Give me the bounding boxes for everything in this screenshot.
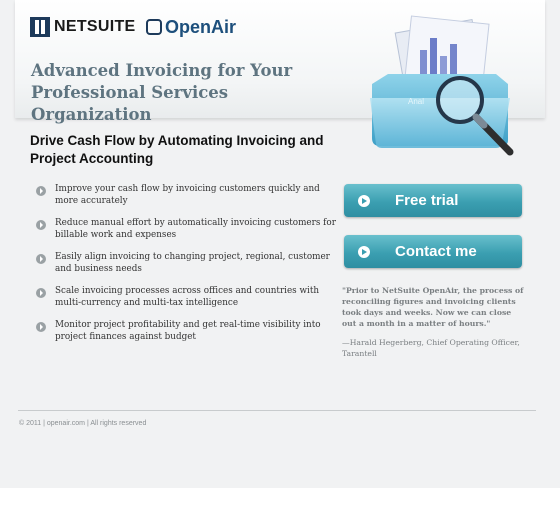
arrow-circle-icon: [36, 220, 46, 230]
list-item: [36, 183, 336, 207]
netsuite-logo-icon: [30, 17, 50, 37]
contact-me-label: Contact me: [395, 243, 477, 260]
arrow-circle-icon: [36, 254, 46, 264]
openair-logo-text: OpenAir: [165, 16, 237, 37]
arrow-circle-icon: [358, 246, 370, 258]
contact-me-button[interactable]: [344, 235, 522, 268]
subheading: Drive Cash Flow by Automating Invoicing and Project Accounting: [30, 133, 324, 166]
hero-folder-label: Anal: [408, 97, 425, 106]
netsuite-logo[interactable]: [30, 16, 136, 38]
list-item: [36, 319, 336, 343]
arrow-circle-icon: [36, 322, 46, 332]
footer-copyright: © 2011 | openair.com | All rights reserved: [19, 420, 147, 427]
free-trial-button[interactable]: [344, 184, 522, 217]
free-trial-label: Free trial: [395, 192, 459, 209]
list-item: [36, 285, 336, 309]
arrow-circle-icon: [36, 186, 46, 196]
netsuite-logo-text: NETSUITE: [54, 18, 136, 35]
magnifier-folder-icon: [368, 14, 518, 162]
page-headline: Advanced Invoicing for Your Professional Services Organization: [31, 61, 293, 124]
benefits-list: [36, 183, 336, 353]
testimonial-attribution: —Harald Hegerberg, Chief Operating Officer, Tarantell: [342, 338, 520, 358]
benefit-text: Reduce manual effort by automatically invoicing customers for billable work and expenses: [55, 218, 336, 240]
list-item: [36, 217, 336, 241]
footer-divider: [18, 410, 536, 411]
testimonial-quote: "Prior to NetSuite OpenAir, the process of reconciling figures and invoicing clients took days and weeks. Now we can close out a month in a matter of hours.": [342, 286, 524, 328]
arrow-circle-icon: [358, 195, 370, 207]
openair-logo-icon: [146, 19, 162, 35]
benefit-text: Monitor project profitability and get real-time visibility into project finances against budget: [55, 320, 321, 342]
arrow-circle-icon: [36, 288, 46, 298]
benefit-text: Improve your cash flow by invoicing customers quickly and more accurately: [55, 184, 320, 206]
list-item: [36, 251, 336, 275]
benefit-text: Easily align invoicing to changing project, regional, customer and business needs: [55, 252, 330, 274]
openair-logo[interactable]: [146, 16, 236, 38]
benefit-text: Scale invoicing processes across offices and countries with multi-currency and multi-tax intelligence: [55, 286, 320, 308]
